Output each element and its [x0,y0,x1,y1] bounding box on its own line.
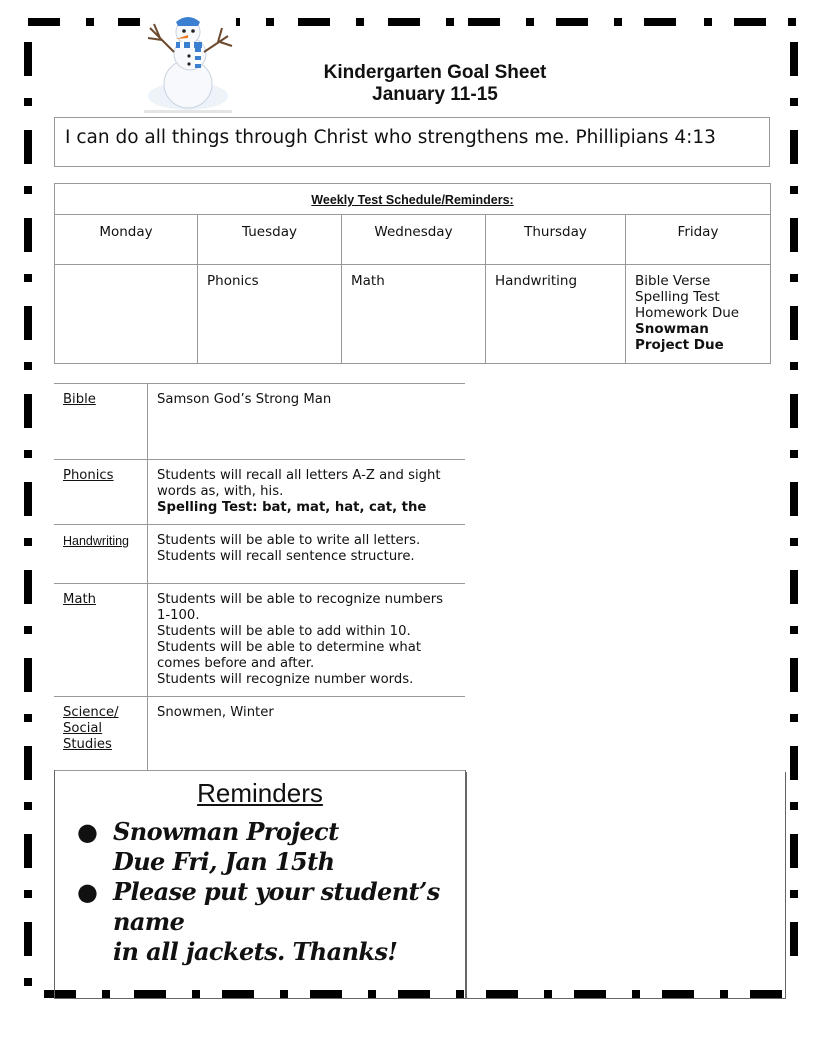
title-line-1: Kindergarten Goal Sheet [323,62,547,83]
tuesday-tests: Phonics [198,265,342,364]
day-tuesday: Tuesday [198,215,342,265]
subject-row [54,584,465,697]
bullet-icon: ● [77,817,98,846]
friday-item-bold: Snowman Project Due [635,321,724,353]
reminders-title: Reminders [197,778,323,808]
reminder-line: Snowman Project [113,817,339,846]
reminder-line: Due Fri, Jan 15th [113,847,335,876]
subject-row [54,460,465,525]
friday-item: Bible Verse [635,273,711,289]
day-friday: Friday [626,215,771,265]
reminders-box [54,770,466,999]
subject-row [54,697,465,771]
reminders-list [55,817,465,967]
subjects-table [54,383,465,771]
wednesday-tests: Math [342,265,486,364]
description-line: Students will recall all letters A-Z and sight words as, with, his. [157,468,441,499]
title-line-2: January 11-15 [372,84,498,105]
subject-name-line: Science/ [63,705,119,720]
reminder-line: in all jackets. Thanks! [113,937,398,966]
day-monday: Monday [55,215,198,265]
description-line: Students will be able to determine what comes before and after. [157,640,422,671]
subject-description [148,460,466,525]
page-title [250,62,620,106]
description-line: Students will be able to write all letters. [157,533,421,548]
subject-name: Handwriting [54,525,148,584]
description-line: Samson God’s Strong Man [157,392,332,407]
description-line: Snowmen, Winter [157,705,274,720]
reminder-item [55,817,465,877]
friday-item: Homework Due [635,305,740,321]
day-wednesday: Wednesday [342,215,486,265]
description-line: Students will be able to recognize numbers 1-100. [157,592,443,623]
blank-notes-box [466,772,786,999]
bullet-icon: ● [77,877,98,906]
description-line: Students will be able to add within 10. [157,624,411,639]
friday-item: Spelling Test [635,289,720,305]
thursday-tests: Handwriting [486,265,626,364]
subject-description [148,525,466,584]
subject-description [148,697,466,771]
weekly-schedule-table [54,183,771,364]
subject-name-line: Social [63,721,103,736]
subject-name-line: Studies [63,737,112,752]
schedule-heading: Weekly Test Schedule/Reminders: [55,184,771,215]
subject-name: Phonics [54,460,148,525]
description-line: Students will recall sentence structure. [157,549,415,564]
subject-row [54,384,465,460]
snowman-clipart-icon [140,10,236,116]
subject-name: Math [54,584,148,697]
page-border-left [24,40,32,990]
description-line: Students will recognize number words. [157,672,414,687]
reminder-line: Please put your student’s name [113,877,440,936]
subject-name [54,697,148,771]
subject-row [54,525,465,584]
page-border-right [790,40,798,990]
monday-tests [55,265,198,364]
subject-description [148,584,466,697]
subject-name: Bible [54,384,148,460]
friday-tests [626,265,771,364]
spelling-test-words: Spelling Test: bat, mat, hat, cat, the [157,500,427,515]
bible-verse-box: I can do all things through Christ who strengthens me. Phillipians 4:13 [54,117,770,167]
reminder-item [55,877,465,967]
subject-description [148,384,466,460]
day-thursday: Thursday [486,215,626,265]
